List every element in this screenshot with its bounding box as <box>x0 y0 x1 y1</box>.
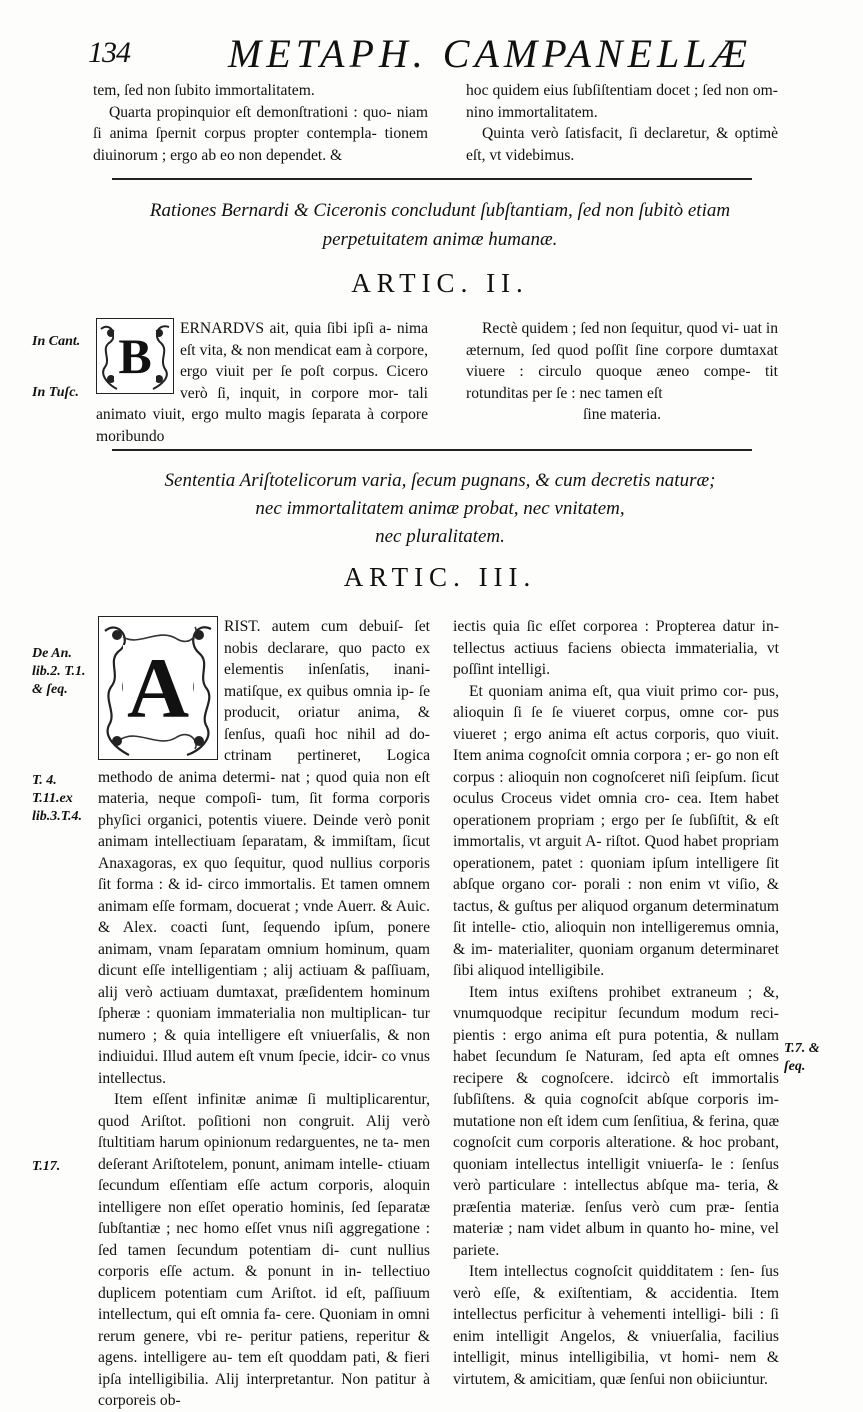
margin-note-t4-line-3: lib.3.T.4. <box>32 809 83 824</box>
margin-note-t4-line-2: T.11.ex <box>32 791 73 806</box>
margin-note-t7-right <box>784 1040 820 1076</box>
dropcap-letter-a: A <box>123 645 193 731</box>
article-2-heading-line-1: Rationes Bernardi & Ciceronis concludunt ſubſtantiam, ſed non ſubitò etiam <box>149 200 731 221</box>
margin-note-t7-line-1: T.7. & <box>784 1041 820 1056</box>
article-3-right-paragraph-3: Item intus exiſtens prohibet extraneum ; &, vnumquodque recipitur ſecundum modum reci- pientis : ergo anima eſt pura potentia, & nullam habet ſecundum ſe Naturam, ſed apta eſt omnes recipere & cognoſcere. idcircò eſt immortalis ſubſiſtens. & quia cognoſcit abſque corporis im- mutatione non eſt idem cum ſenſitiua, & ferina, quæ cognoſcit cum corporis alteratione. & hoc probant, quoniam intellectus intelligit vniuerſa- le : ſenſus verò particulare : intellectus abſque ma- teria, & præſentia materiæ. ſenſus verò cum præ- ſentia materiæ ; nam videt album in quanto ho- mine, vel pariete. <box>453 983 779 1259</box>
article-2-left-text: ERNARDVS ait, quia ſibi ipſi a- nima eſt vita, & non mendicat eam à corpore, ergo viuit per ſe poſt corpus. Cicero verò ſi, inquit, in corpore mor- tali animato viuit, ergo multo magis ſeparata à corpore moribundo <box>96 320 428 445</box>
article-2-right-column <box>466 318 778 426</box>
margin-note-t4-line-1: T. 4. <box>32 773 57 788</box>
dropcap-letter-b: B <box>114 331 155 381</box>
article-3-right-paragraph-2: Et quoniam anima eſt, qua viuit primo cor- pus, alioquin ſi ſe ſe viueret corpus, omne cor- pus viueret ; ergo anima eſt actus corporis, quo viuit. Item anima cognoſcit omnia corpora ; er- go non eſt corpus : alioquin non cognoſceret niſi ſeipſum. ſicut oculus Croceus videt omnia cro- cea. Item habet operationem propriam ; ergo per ſe ſubſiſtit, & eſt immortalis, vt arguit A- riſtot. Quod habet propriam operationem, patet : quoniam ipſum intelligere ſit abſque organo cor- porali : non enim vt viſio, & tactus, & guſtus per aliquod organum determinatum ſit intelle- ctio, alioquin non intelligeremus omnia, & im- materialiter, quoniam organum determinaret ſibi aliquod intelligibile. <box>453 682 779 979</box>
running-head <box>88 30 788 80</box>
article-2-left-column <box>96 318 428 447</box>
article-3-right-paragraph-1: iectis quia ſic eſſet corporea : Propterea datur in- tellectus actiuus faciens obiecta immaterialia, vt poſſint intelligi. <box>453 618 779 678</box>
dropcap-a-ornament <box>98 616 218 760</box>
article-2-right-text: Rectè quidem ; ſed non ſequitur, quod vi- uat in æternum, ſed quod poſſit ſine corpore dumtaxat viuere : circulo quoque æneo compe- tit rotunditas per ſe : nec tamen eſt <box>466 320 778 402</box>
article-3-left-paragraph-2: Item eſſent infinitæ animæ ſi multiplicarentur, quod Ariſtot. poſitioni non congruit. Alij verò ſtultitiam harum opinionum redarguentes, ne ta- men deſerant Ariſtotelem, ponunt, animam intelle- ctiuam ſecundum eſſentiam eſſe actum corporis, aloquin intelligere non eſſet operatio hominis, ſed ſeparatæ ſubſtantiæ ; nec homo eſſet vnus niſi aggregatione : ſed tamen ſecundum potentiam di- cunt nullius corporis eſſe actum. & ponunt in in- tellectiuo duplicem potentiam cum Ariſtot. id eſt, paſſiuum intellectum, qui eſt omnia fa- cere. Quoniam in omni rerum genere, vbi re- peritur patiens, reperitur & agens. intelligere au- tem eſt quoddam pati, & fieri ipſa intelligibilia. Alij interpretantur. Non patitur à corporeis ob- <box>98 1091 430 1409</box>
article-2-right-end: ſine materia. <box>583 406 661 423</box>
divider-rule-1 <box>112 178 752 180</box>
margin-note-de-an-line-2: lib.2. T.1. <box>32 664 86 679</box>
article-3-heading-line-1: Sententia Ariſtotelicorum varia, ſecum pugnans, & cum decretis naturæ; <box>164 470 716 491</box>
top-right-paragraph: hoc quidem eius ſubſiſtentiam docet ; ſed non om- nino immortalitatem. <box>466 82 778 121</box>
article-3-heading-line-2: nec immortalitatem animæ probat, nec vnitatem, <box>255 498 625 519</box>
margin-note-de-an <box>32 645 86 699</box>
top-right-paragraph-2: Quinta verò ſatisfacit, ſi declaretur, & optimè eſt, vt videbimus. <box>466 125 778 164</box>
article-3-title: ARTIC. III. <box>343 562 537 592</box>
article-3-heading-line-3: nec pluralitatem. <box>375 526 505 547</box>
page-number: 134 <box>88 36 130 69</box>
article-2-heading-line-2: perpetuitatem animæ humanæ. <box>322 229 558 250</box>
margin-note-de-an-line-3: & ſeq. <box>32 682 68 697</box>
margin-note-t4 <box>32 772 82 826</box>
top-left-paragraph: Quarta propinquior eſt demonſtrationi : quo- niam ſi anima ſpernit corpus propter contempla- tionem diuinorum ; ergo ab eo non dependet. & <box>93 103 428 164</box>
top-right-column <box>466 80 778 166</box>
margin-note-in-cant: In Cant. <box>32 334 81 349</box>
article-3-left-column <box>98 616 430 1412</box>
margin-note-de-an-line-1: De An. <box>32 646 72 661</box>
margin-note-t17: T.17. <box>32 1159 61 1174</box>
article-3-left-paragraph-1: RIST. autem cum debuiſ- ſet nobis declarare, quo pacto ex elementis inſenſatis, inani- matiſque, ex quibus omnia ip- ſe producit, oriatur anima, & ſenſus, quaſi hoc nihil ad do- ctrinam pertineret, Logica methodo de anima determi- nat ; quod quia non eſt materia, neque compoſi- tum, ſit forma corporis phyſici organici, potentis viuere. Deinde verò ponit animam intellectiuam ſeparatam, & immiſtam, ſicut Anaxagoras, ex quo ſequitur, quod nullius corporis ſit forma : & id- circo immortalis. Et tamen omnem animam eſſe formam, docuerat ; vnde Auerr. & Auic. & Alex. coacti ſunt, ſequendo ipſum, ponere animam, vnam ſeparatam omnium hominum, quam dicunt eſſe intelligentiam ; alij actiuam & paſſiuam, alij verò actiuam dumtaxat, præſidentem hominum ſpheræ : quoniam immaterialia non multiplican- tur numero ; & quia intelligere eſt vniuerſalis, & non indiuidui. Illud autem eſt vnum ſpecie, idcir- co vnus intellectus. <box>98 618 430 1087</box>
top-left-column <box>93 80 428 166</box>
top-left-line: tem, ſed non ſubito immortalitatem. <box>93 82 315 99</box>
dropcap-b-ornament <box>96 318 174 394</box>
article-3-right-paragraph-4: Item intellectus cognoſcit quidditatem : ſen- ſus verò eſſe, & exiſtentiam, & accidentia. Item intellectus perficitur à vehementi intelligi- bili : ſi enim intelligit Angelos, & vniuerſalia, facilius intelligit, minus intelligibilia, vt homi- nem & virtutem, & amicitiam, quæ ſenſui non obiiciuntur. <box>453 1263 779 1388</box>
article-2-title: ARTIC. II. <box>351 268 529 298</box>
article-3-right-column <box>453 616 779 1390</box>
margin-note-t7-line-2: ſeq. <box>784 1059 806 1074</box>
running-title: METAPH. CAMPANELLÆ <box>228 31 753 76</box>
divider-rule-2 <box>112 449 752 451</box>
margin-note-in-tusc: In Tuſc. <box>32 385 79 400</box>
